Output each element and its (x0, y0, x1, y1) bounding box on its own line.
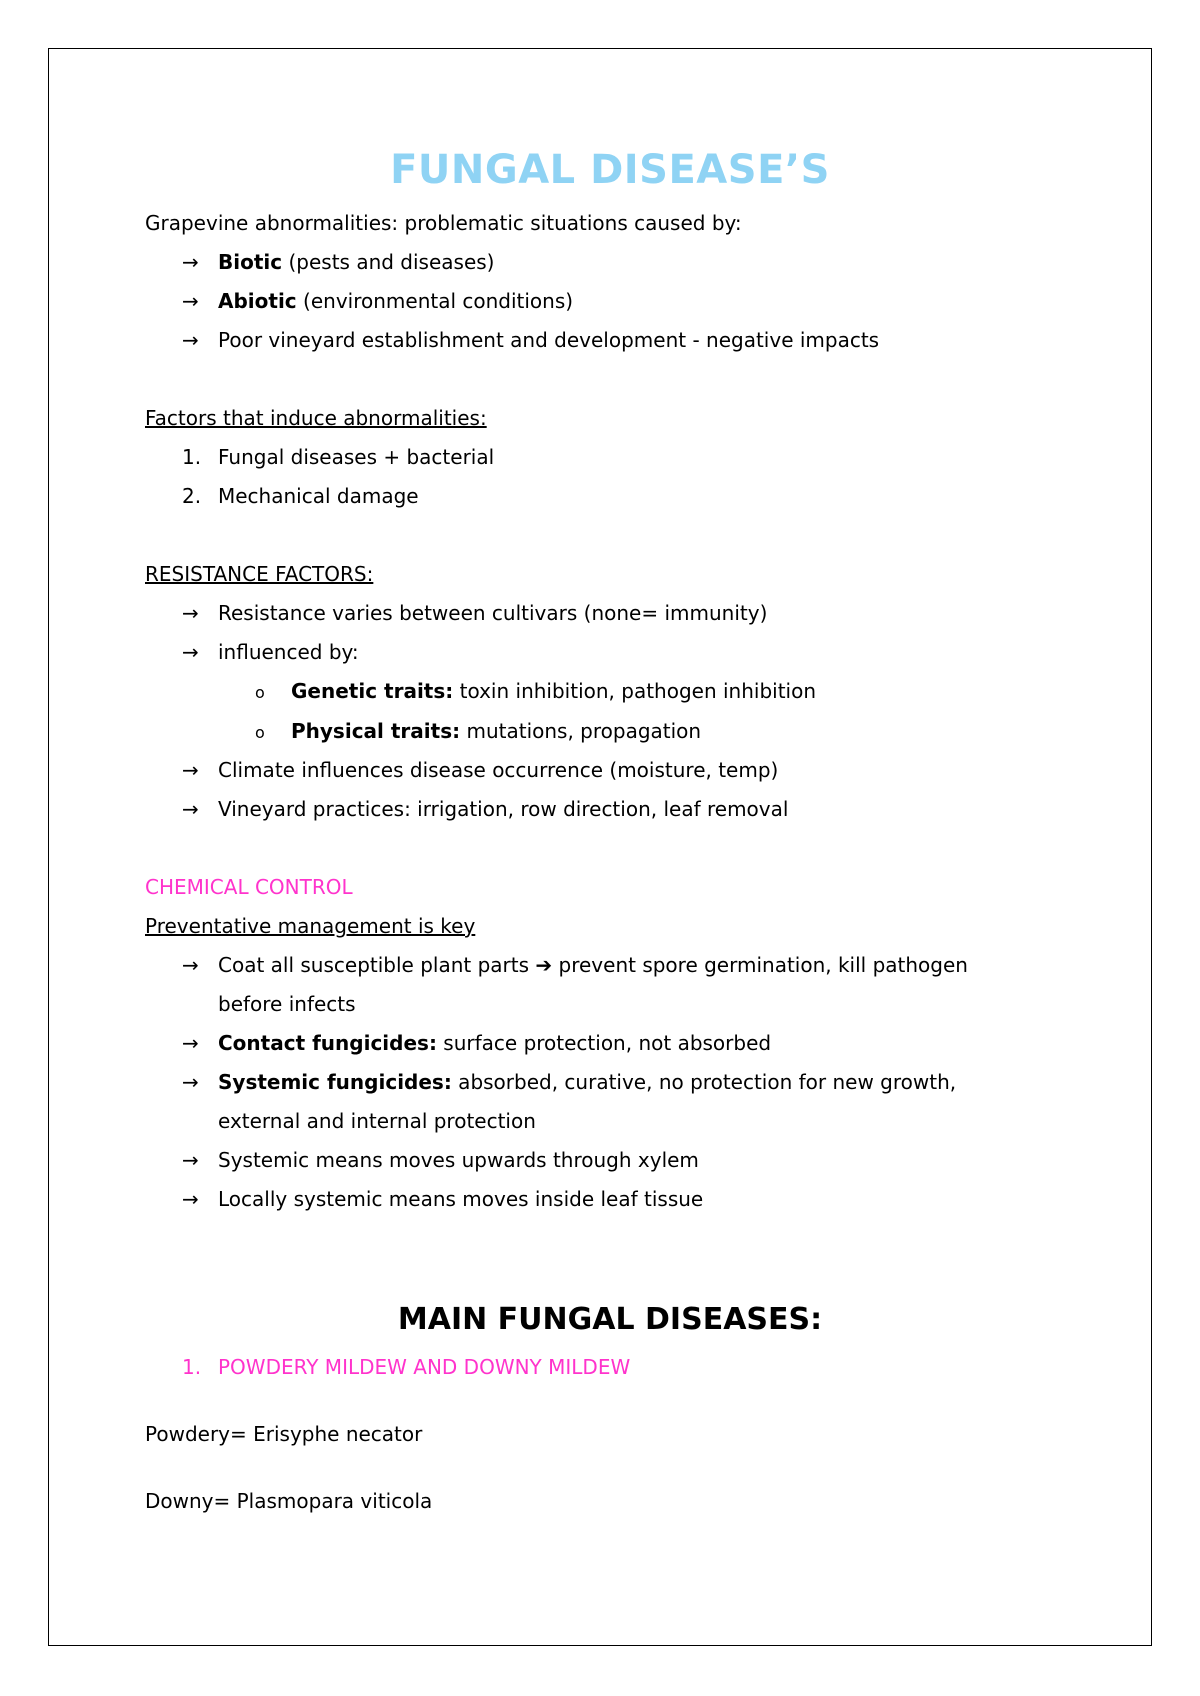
intro-text: Grapevine abnormalities: problematic situations caused by: (145, 211, 742, 235)
arrow-icon: → (182, 797, 199, 821)
arrow-icon: → (182, 1187, 199, 1211)
list-item-contact: → Contact fungicides: surface protection, not absorbed (145, 1024, 1075, 1063)
list-item-systemic: → Systemic fungicides: absorbed, curative, no protection for new growth, (145, 1063, 1075, 1102)
downy-text: Downy= Plasmopara viticola (145, 1489, 433, 1513)
list-item-factor-2: 2. Mechanical damage (182, 484, 419, 508)
disease-subheading: 1. POWDERY MILDEW AND DOWNY MILDEW (182, 1355, 631, 1379)
right-arrow-icon: ➔ (535, 953, 553, 977)
document-body (145, 138, 1075, 1521)
arrow-icon: → (182, 250, 199, 274)
arrow-icon: → (182, 1070, 199, 1094)
list-item-cause-3: → Poor vineyard establishment and development - negative impacts (145, 321, 1075, 360)
circle-bullet-icon: o (255, 723, 265, 742)
list-item-cause-2: → Abiotic (environmental conditions) (145, 282, 1075, 321)
sub-item-physical: o Physical traits: mutations, propagation (145, 712, 1075, 751)
list-item-cause-1: → Biotic (pests and diseases) (145, 243, 1075, 282)
arrow-icon: → (182, 1031, 199, 1055)
arrow-icon: → (182, 1148, 199, 1172)
list-item-factor-1: 1. Fungal diseases + bacterial (182, 445, 495, 469)
list-item-systemic-continued: external and internal protection (218, 1109, 536, 1133)
page-title: FUNGAL DISEASE’S (390, 147, 830, 193)
main-diseases-heading: MAIN FUNGAL DISEASES: (397, 1302, 823, 1337)
factors-heading: Factors that induce abnormalities: (145, 406, 487, 430)
list-item-resistance-3: → Climate influences disease occurrence (moisture, temp) (145, 751, 1075, 790)
arrow-icon: → (182, 289, 199, 313)
list-item-systemic-means: → Systemic means moves upwards through xylem (145, 1141, 1075, 1180)
circle-bullet-icon: o (255, 683, 265, 702)
arrow-icon: → (182, 953, 199, 977)
chemical-subheading: Preventative management is key (145, 914, 476, 938)
list-item-locally-systemic: → Locally systemic means moves inside leaf tissue (145, 1180, 1075, 1219)
arrow-icon: → (182, 328, 199, 352)
chemical-heading: CHEMICAL CONTROL (145, 875, 353, 899)
list-item-resistance-2: → influenced by: (145, 633, 1075, 672)
powdery-text: Powdery= Erisyphe necator (145, 1422, 423, 1446)
resistance-heading: RESISTANCE FACTORS: (145, 562, 374, 586)
list-item-resistance-1: → Resistance varies between cultivars (none= immunity) (145, 594, 1075, 633)
list-item-coat-continued: before infects (218, 992, 356, 1016)
arrow-icon: → (182, 640, 199, 664)
list-item-coat: → Coat all susceptible plant parts ➔ prevent spore germination, kill pathogen (145, 946, 1075, 985)
sub-item-genetic: o Genetic traits: toxin inhibition, pathogen inhibition (145, 672, 1075, 711)
arrow-icon: → (182, 758, 199, 782)
arrow-icon: → (182, 601, 199, 625)
list-item-resistance-4: → Vineyard practices: irrigation, row direction, leaf removal (145, 790, 1075, 829)
